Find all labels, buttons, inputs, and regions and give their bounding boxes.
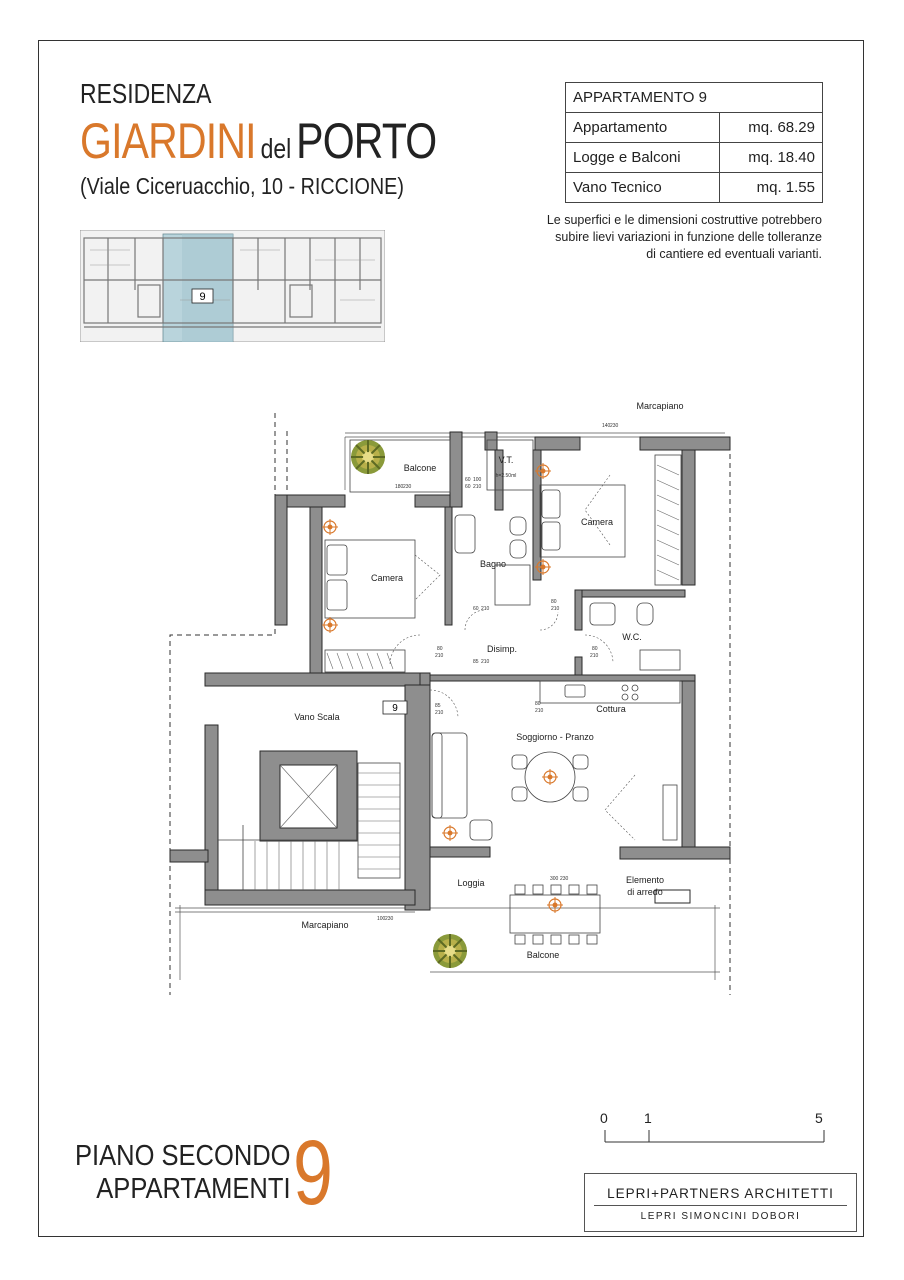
- door-width: 80: [437, 646, 443, 652]
- scale-bar: [600, 1128, 830, 1144]
- label-bagno: Bagno: [479, 559, 507, 569]
- scale-label-1: 1: [644, 1110, 652, 1126]
- table-row: [566, 173, 823, 203]
- logo-part1: LEPRI+PARTNERS: [607, 1186, 741, 1201]
- door-width: 80: [535, 701, 541, 707]
- name-porto: PORTO: [296, 113, 437, 169]
- label-loggia: Loggia: [457, 878, 485, 888]
- label-marcapiano-top: Marcapiano: [636, 401, 684, 411]
- note-line: di cantiere ed eventuali varianti.: [646, 247, 822, 261]
- label-di-arredo: di arredo: [627, 887, 663, 897]
- door-width: 60: [473, 606, 479, 612]
- door-width: 80: [592, 646, 598, 652]
- door-height: 210: [481, 606, 490, 612]
- residence-label: RESIDENZA: [80, 78, 212, 109]
- area-label: Logge e Balconi: [566, 143, 720, 173]
- scale-label-0: 0: [600, 1110, 608, 1126]
- area-value: mq. 1.55: [720, 173, 823, 203]
- lamp-icon: [442, 825, 458, 841]
- areas-table-title: APPARTAMENTO 9: [566, 83, 823, 113]
- label-disimp: Disimp.: [486, 644, 518, 654]
- plan-unit-tag: 9: [392, 703, 398, 714]
- label-vt-height: h=2.50ml: [495, 473, 517, 479]
- label-vano-scala: Vano Scala: [294, 712, 340, 722]
- door-width: 60: [465, 484, 471, 490]
- label-wc: W.C.: [622, 632, 642, 642]
- keyplan-unit-number: 9: [199, 291, 206, 303]
- plant-icon: [433, 934, 467, 968]
- door-width: 85: [435, 703, 441, 709]
- window-height: 230: [403, 484, 412, 490]
- plant-icon: [351, 440, 385, 474]
- label-cottura: Cottura: [596, 704, 626, 714]
- window-width: 100: [377, 916, 386, 922]
- door-height: 210: [435, 710, 444, 716]
- apartments-label: APPARTAMENTI: [96, 1173, 291, 1205]
- window-width: 60: [465, 477, 471, 483]
- door-height: 210: [590, 653, 599, 659]
- apartment-number: 9: [293, 1122, 333, 1224]
- door-height: 210: [535, 708, 544, 714]
- residence-name: [80, 112, 436, 170]
- label-balcone-bottom: Balcone: [526, 950, 560, 960]
- label-elemento: Elemento: [625, 875, 665, 885]
- logo-partners: LEPRI SIMONCINI DOBORI: [640, 1211, 801, 1222]
- label-vt: V.T.: [498, 455, 514, 465]
- area-label: Vano Tecnico: [566, 173, 720, 203]
- logo-part2: ARCHITETTI: [744, 1186, 834, 1201]
- window-width: 300: [550, 876, 559, 882]
- door-height: 210: [481, 659, 490, 665]
- lamp-icon: [322, 519, 338, 535]
- name-del: del: [260, 133, 292, 164]
- area-label: Appartamento: [566, 113, 720, 143]
- area-value: mq. 68.29: [720, 113, 823, 143]
- architect-logo: [584, 1173, 857, 1232]
- table-row: [566, 113, 823, 143]
- label-camera-right: Camera: [580, 517, 614, 527]
- scale-label-5: 5: [815, 1110, 823, 1126]
- window-width: 180: [395, 484, 404, 490]
- window-height: 230: [560, 876, 569, 882]
- area-value: mq. 18.40: [720, 143, 823, 173]
- logo-divider: [594, 1205, 847, 1206]
- lamp-icon: [542, 769, 558, 785]
- window-height: 230: [610, 423, 619, 429]
- areas-table: [565, 82, 823, 203]
- key-plan: [80, 230, 385, 342]
- label-balcone-top: Balcone: [403, 463, 437, 473]
- door-height: 210: [435, 653, 444, 659]
- door-height: 210: [473, 484, 482, 490]
- address: (Viale Ciceruacchio, 10 - RICCIONE): [80, 173, 404, 199]
- label-marcapiano-bottom: Marcapiano: [301, 920, 349, 930]
- label-soggiorno: Soggiorno - Pranzo: [516, 732, 594, 742]
- lamp-icon: [322, 617, 338, 633]
- table-row: [566, 143, 823, 173]
- door-width: 85: [473, 659, 479, 665]
- note-line: Le superfici e le dimensioni costruttive potrebbero: [546, 213, 822, 227]
- window-height: 100: [473, 477, 482, 483]
- window-width: 140: [602, 423, 611, 429]
- floor-name: PIANO SECONDO: [75, 1140, 291, 1172]
- label-camera-left: Camera: [370, 573, 404, 583]
- floor-plan: [165, 395, 740, 995]
- name-giardini: GIARDINI: [80, 113, 256, 169]
- door-height: 210: [551, 606, 560, 612]
- note-line: subire lievi variazioni in funzione delle tolleranze: [555, 230, 822, 244]
- door-width: 80: [551, 599, 557, 605]
- lamp-icon: [547, 897, 563, 913]
- floor-title: [75, 1140, 291, 1206]
- window-height: 230: [385, 916, 394, 922]
- disclaimer-notes: [522, 212, 822, 263]
- logo-main: [585, 1186, 856, 1201]
